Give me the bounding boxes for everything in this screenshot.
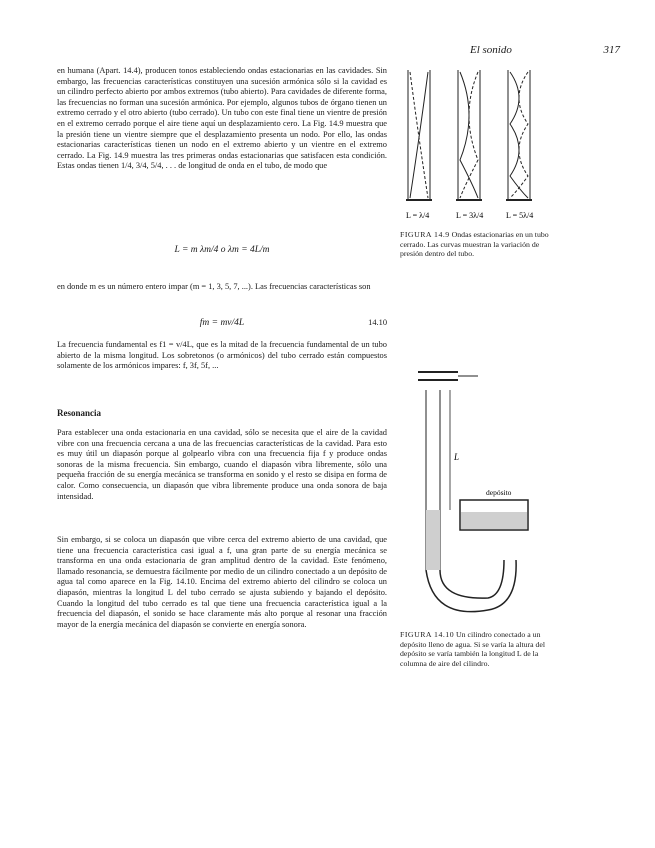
- paragraph-resonance-2: Sin embargo, si se coloca un diapasón que vibre cerca del extremo abierto de una cavidad, que tiene una frecuencia característica casi igual a f, una gran parte de su energía mecánica se transforma en una onda estacionaria de gran amplitud dentro de la cavidad. Este fenómeno, llamado resonancia, se demuestra fácilmente por medio de un cilindro conectado a un depósito de agua tal como aparece en la Fig. 14.10. Encima del extremo abierto del cilindro se coloca un diapasón, mientras la longitud L del tubo cerrado se ajusta subiendo y bajando el depósito. Cuando la longitud del tubo cerrado es tal que tiene una frecuencia característica igual a la frecuencia del diapasón, el sonido se hace claramente más alto porque al resonar una fracción mayor de la energía mecánica del diapasón se convierte en energía sonora.: [57, 535, 387, 629]
- figure-14-10-caption: [400, 630, 560, 668]
- panel-label-2: L = 3λ/4: [456, 211, 484, 220]
- panel-label-1: L = λ/4: [406, 211, 430, 220]
- equation-frequency: fm = mv/4L 14.10: [199, 318, 387, 328]
- paragraph-closed-tube: en humana (Apart. 14.4), producen tonos estableciendo ondas estacionarias en las cavidades. Sin embargo, las frecuencias características constituyen una sucesión armónica sólo si la cavidad es un cilindro perfecto abierto por ambos extremos (tubo abierto). Para cavidades de diferente forma, las frecuencias no forman una sucesión armónica. Por ejemplo, algunos tubos de órgano tienen un extremo cerrado y el otro abierto (tubo cerrado). Un tubo con este final tiene un vientre de presión en el extremo cerrado porque el aire tiene aquí un desplazamiento cero. La Fig. 14.9 muestra que la presión tiene un vientre siempre que el desplazamiento presenta un nodo. Por ello, las ondas estacionarias características tienen un nodo en el extremo abierto y un vientre en el extremo cerrado. La Fig. 14.9 muestra las tres primeras ondas estacionarias que satisfacen esta condición. Estas ondas tienen 1/4, 3/4, 5/4, . . . de longitud de onda en el tubo, de modo que: [57, 66, 387, 171]
- length-label: L: [454, 452, 460, 462]
- tube-three-quarter: [456, 70, 482, 200]
- water-column: [426, 510, 440, 570]
- tube-five-quarter: [506, 70, 532, 200]
- paragraph-resonance-1: Para establecer una onda estacionaria en una cavidad, sólo se necesita que el aire de la cavidad vibre con una frecuencia cercana a una de las frecuencias características de la cavidad. Para esto es muy útil un diapasón porque al golpearlo vibra con una frecuencia fija f y produce ondas sonoras de la misma frecuencia. Sin embargo, cuando el diapasón vibra libremente, sólo una pequeña fracción de su energía mecánica se transforma en sonido y el resto se disipa en forma de calor. Como consecuencia, un diapasón que vibra libremente produce una onda sonora de baja intensidad.: [57, 428, 387, 501]
- figure-label-2: FIGURA 14.10: [400, 630, 455, 639]
- figure-14-9-caption: [400, 230, 560, 259]
- paragraph-fundamental: La frecuencia fundamental es f1 = v/4L, que es la mitad de la frecuencia fundamental de un tubo abierto de la misma longitud. Los sobretonos (o armónicos) del tubo cerrado están compuestos solamente de los armónicos impares: f, 3f, 5f, ...: [57, 340, 387, 371]
- tube-quarter: [406, 70, 432, 200]
- reservoir-water: [461, 512, 527, 529]
- section-heading: Resonancia: [57, 408, 102, 418]
- figure-label: FIGURA 14.9: [400, 230, 450, 239]
- figure-14-10-apparatus: [398, 350, 558, 630]
- figure-14-9-tubes: [398, 60, 558, 230]
- paragraph-frequencies: en donde m es un número entero impar (m = 1, 3, 5, 7, ...). Las frecuencias características son: [57, 282, 371, 291]
- reservoir-label: depósito: [486, 488, 512, 497]
- figure-caption-text-2: Un cilindro conectado a un depósito lleno de agua. Si se varía la altura del depósito se varía también la longitud L de la columna de aire del cilindro.: [400, 630, 546, 668]
- figure-caption-text: Ondas estacionarias en un tubo cerrado. Las curvas muestran la variación de presión dentro del tubo.: [400, 230, 549, 259]
- equation-wavelength: L = m λm/4 o λm = 4L/m: [174, 245, 270, 255]
- page-number: 317: [603, 44, 620, 56]
- equation-number: 14.10: [368, 318, 387, 327]
- section-title: El sonido: [470, 44, 512, 56]
- panel-label-3: L = 5λ/4: [506, 211, 534, 220]
- running-header: [470, 44, 620, 56]
